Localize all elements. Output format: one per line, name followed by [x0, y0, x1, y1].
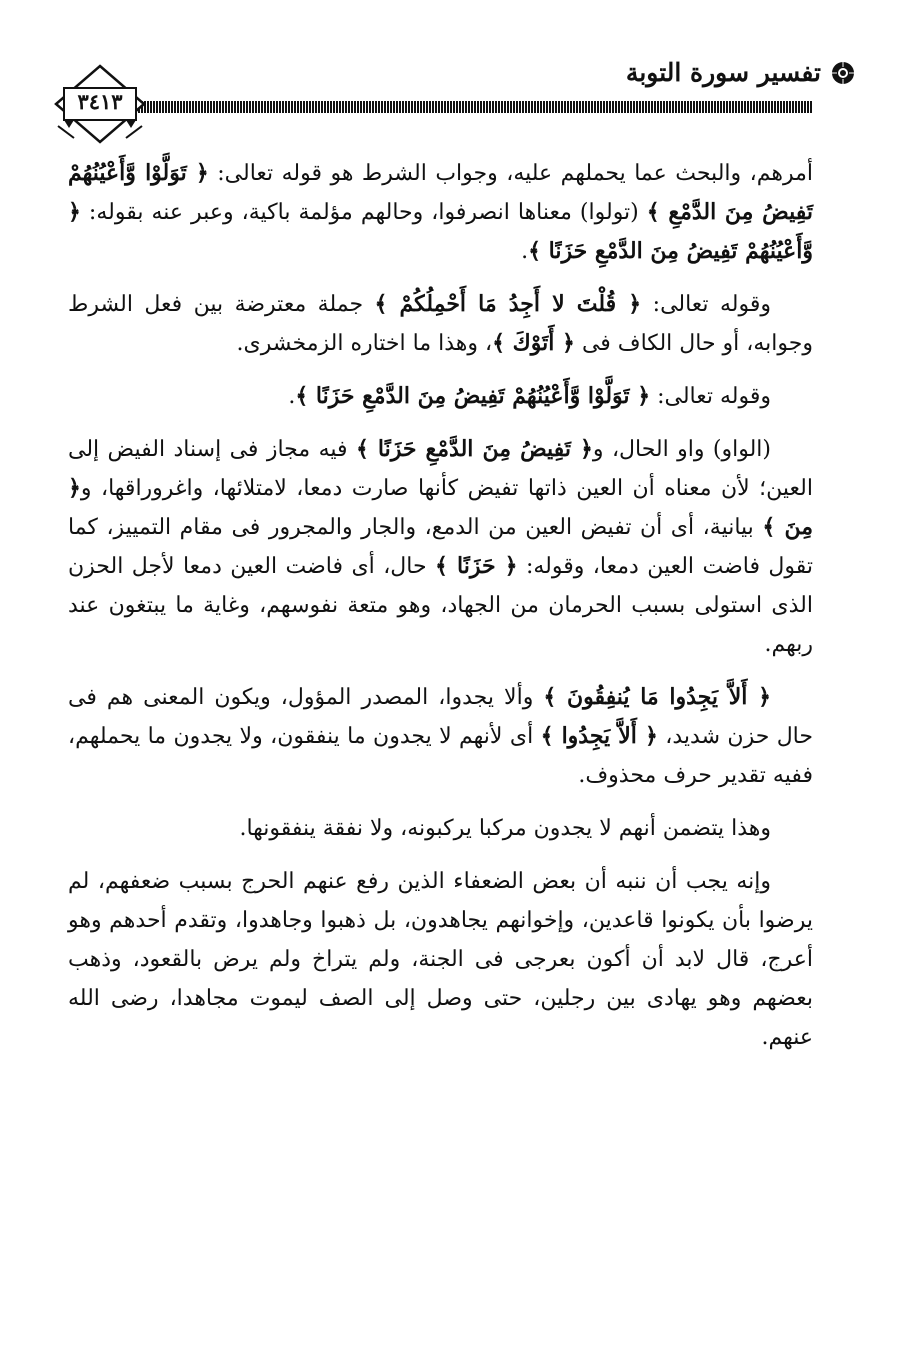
quran-quote: ﴿ أَتَوْكَ ﴾ — [492, 330, 575, 356]
quran-quote: ﴿ تَفِيضُ مِنَ الدَّمْعِ حَزَنًا ﴾ — [355, 436, 593, 462]
quran-quote: ﴿ أَلاَّ يَجِدُوا مَا يُنفِقُونَ ﴾ — [543, 684, 772, 710]
text-run: . — [521, 239, 529, 264]
flower-ornament-icon — [830, 60, 856, 86]
paragraph — [68, 285, 813, 363]
quran-quote: ﴿ تَوَلَّوْا وَّأَعْيُنُهُمْ تَفِيضُ مِنَ الدَّمْعِ ﴾ — [68, 160, 813, 225]
text-run: وقوله تعالى: — [641, 292, 771, 317]
quran-quote: ﴿ حَزَنًا ﴾ — [435, 553, 518, 579]
text-run: وألا يجدوا، المصدر المؤول، ويكون المعنى هم فى حال حزن شديد، — [68, 685, 813, 749]
quran-quote: ﴿ قُلْتَ لا أَجِدُ مَا أَحْمِلُكُمْ ﴾ — [374, 291, 642, 317]
header-rule — [132, 101, 813, 113]
quran-quote: ﴿ وَّأَعْيُنُهُمْ تَفِيضُ مِنَ الدَّمْعِ حَزَنًا ﴾ — [68, 199, 813, 264]
paragraph — [68, 430, 813, 664]
quran-quote: ﴿ أَلاَّ يَجِدُوا ﴾ — [540, 723, 658, 749]
text-run: بيانية، أى أن تفيض العين من الدمع، والجار والمجرور فى مقام التمييز، كما تقول فاضت العين دمعا، وقوله: — [68, 515, 813, 579]
text-run: ، وهذا ما اختاره الزمخشرى. — [236, 331, 493, 356]
paragraph — [68, 377, 813, 416]
paragraph — [68, 862, 813, 1057]
text-run: . — [288, 384, 296, 409]
body-text — [68, 154, 813, 1071]
text-run: وقوله تعالى: — [650, 384, 771, 409]
text-run: (تولوا) معناها انصرفوا، وحالهم مؤلمة باكية، وعبر عنه بقوله: — [80, 200, 647, 225]
paragraph — [68, 678, 813, 795]
text-run: فيه مجاز فى إسناد الفيض إلى العين؛ لأن معناه أن العين ذاتها تفيض كأنها صارت دمعا، لامتلائها، واغروراقها، و — [68, 437, 813, 501]
running-title: تفسير سورة التوبة — [625, 58, 821, 87]
text-run: وإنه يجب أن ننبه أن بعض الضعفاء الذين رفع عنهم الحرج بسبب ضعفهم، لم يرضوا بأن يكونوا قاعدين، وإخوانهم يجاهدون، بل ذهبوا وجاهدوا، وتقدم أحدهم وهو أعرج، قال لابد أن أكون بعرجى فى الجنة، ولم يتراخ ولم يرض بالقعود، وذهب بعضهم وهو يهادى بين رجلين، حتى وصل إلى الصف ليموت مجاهدا، رضى الله عنهم. — [68, 869, 813, 1050]
text-run: وهذا يتضمن أنهم لا يجدون مركبا يركبونه، ولا نفقة ينفقونها. — [239, 816, 771, 841]
text-run: (الواو) واو الحال، و — [592, 437, 772, 462]
page-header — [0, 0, 916, 160]
quran-quote: ﴿ مِنَ ﴾ — [68, 475, 813, 540]
page-number: ٣٤١٣ — [77, 89, 123, 114]
text-run: حال، أى فاضت العين دمعا لأجل الحزن الذى استولى بسبب الحرمان من الجهاد، وهو متعة نفوسهم، وغاية ما يبتغون عند ربهم. — [68, 554, 813, 657]
text-run: جملة معترضة بين فعل الشرط وجوابه، أو حال الكاف فى — [68, 292, 813, 356]
text-run: أى لأنهم لا يجدون ما ينفقون، ولا يجدون ما يحملهم، ففيه تقدير حرف محذوف. — [68, 724, 813, 788]
text-run: أمرهم، والبحث عما يحملهم عليه، وجواب الشرط هو قوله تعالى: — [208, 161, 813, 186]
paragraph — [68, 809, 813, 848]
paragraph — [68, 154, 813, 271]
quran-quote: ﴿ تَوَلَّوْا وَّأَعْيُنُهُمْ تَفِيضُ مِنَ الدَّمْعِ حَزَنًا ﴾ — [295, 383, 651, 409]
